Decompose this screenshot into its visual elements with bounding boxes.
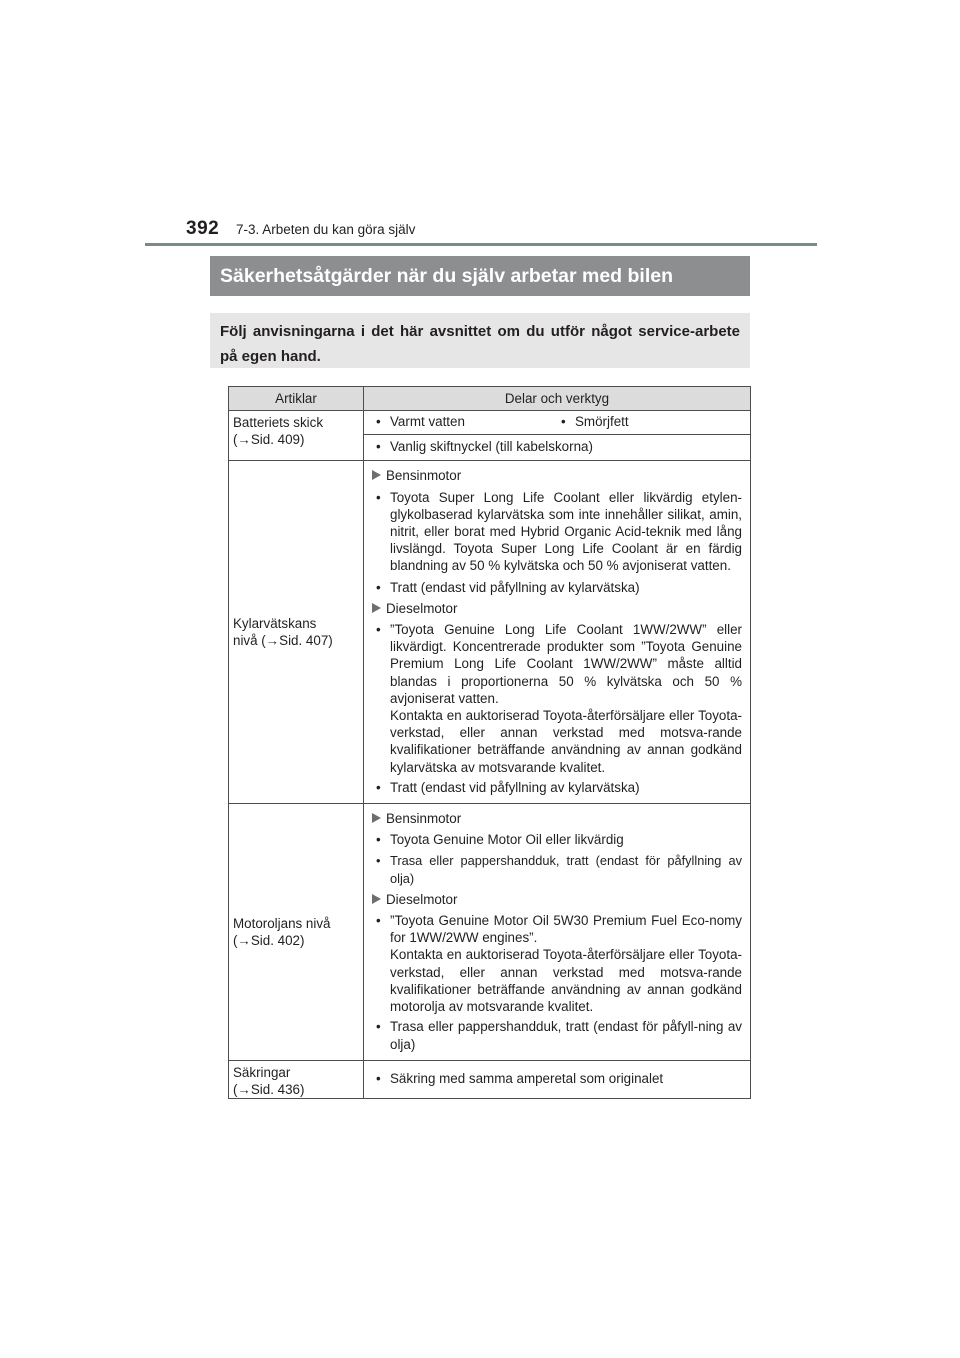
list-item-text: Kontakta en auktoriserad Toyota-återförsäljare eller Toyota-verkstad, eller annan verkstad med motsva-rande kvalifikationer beträffande användning av annan godkänd kylarvätska av motsvarande kvalitet.	[390, 708, 742, 775]
triangle-marker-icon	[372, 894, 381, 904]
cell-divider	[364, 434, 750, 435]
intro-box	[210, 313, 750, 368]
engine-petrol	[372, 810, 742, 827]
table-header-row	[229, 387, 751, 411]
intro-text: Följ anvisningarna i det här avsnittet om du utför något service-arbete på egen hand.	[220, 323, 740, 365]
list-item: • Toyota Super Long Life Coolant eller likvärdig etylen-glykolbaserad kylarvätska som inte innehåller silikat, amin, nitrit, eller borat med Hybrid Organic Acid-teknik med lång livslängd. Toyota Super Long Life Coolant är en färdig blandning av 50 % kylvätska och 50 % avjoniserat vatten.	[372, 489, 742, 575]
table-row-oil	[229, 804, 751, 1061]
item-battery-name: Batteriets skick	[233, 415, 324, 430]
item-coolant-ref: nivå (→Sid. 407)	[233, 633, 333, 649]
item-oil-ref: (→Sid. 402)	[233, 932, 305, 948]
table-row-battery	[229, 411, 751, 461]
column-header-items: Artiklar	[229, 387, 364, 411]
parts-table	[228, 386, 751, 1099]
engine-petrol	[372, 467, 742, 484]
triangle-marker-icon	[372, 813, 381, 823]
item-fuses-name: Säkringar	[233, 1064, 291, 1080]
list-item: • Vanlig skiftnyckel (till kabelskorna)	[372, 438, 742, 455]
item-oil-name: Motoroljans nivå	[233, 915, 331, 931]
table-row-coolant	[229, 461, 751, 804]
engine-label: Bensinmotor	[386, 468, 462, 484]
engine-label: Dieselmotor	[386, 891, 458, 907]
list-item: • Smörjfett	[557, 413, 742, 430]
section-title: Säkerhetsåtgärder när du själv arbetar med bilen	[210, 256, 750, 296]
list-item-text: Kontakta en auktoriserad Toyota-återförsäljare eller Toyota-verkstad, eller annan verkstad med motsva-rande kvalifikationer beträffande användning av annan godkänd motorolja av motsvarande kvalitet.	[390, 947, 742, 1015]
triangle-marker-icon	[372, 470, 381, 480]
section-reference: 7-3. Arbeten du kan göra själv	[236, 222, 416, 237]
list-item: • Trasa eller pappershandduk, tratt (endast för påfyllning av olja)	[372, 852, 742, 886]
item-coolant	[229, 461, 364, 804]
page-number: 392	[186, 218, 220, 239]
item-coolant-name: Kylarvätskans	[233, 616, 317, 632]
list-item	[372, 621, 742, 776]
list-item: • Tratt (endast vid påfyllning av kylarvätska)	[372, 779, 742, 796]
table-row-fuses	[229, 1060, 751, 1098]
item-battery	[229, 411, 364, 461]
list-item: • Toyota Genuine Motor Oil eller likvärdig	[372, 831, 742, 848]
item-oil	[229, 804, 364, 1061]
header-rule	[145, 243, 817, 246]
list-item: • Varmt vatten	[372, 413, 557, 430]
list-item: • Trasa eller pappershandduk, tratt (endast för påfyll-ning av olja)	[372, 1018, 742, 1052]
tools-battery	[364, 411, 751, 461]
list-item-text: • ”Toyota Genuine Long Life Coolant 1WW/2WW” eller likvärdigt. Koncentrerade produkter som ”Toyota Genuine Premium Long Life Coolant 1WW/2WW” måste alltid blandas i proportionerna 50 % kylvätska och 50 % avjoniserat vatten.	[390, 622, 742, 706]
tools-oil	[364, 804, 751, 1061]
tools-coolant	[364, 461, 751, 804]
tools-fuses	[364, 1060, 751, 1098]
engine-label: Dieselmotor	[386, 600, 458, 616]
triangle-marker-icon	[372, 603, 381, 613]
engine-label: Bensinmotor	[386, 811, 462, 827]
item-fuses-ref: (→Sid. 436)	[233, 1081, 305, 1097]
list-item	[372, 912, 742, 1015]
list-item-text: • ”Toyota Genuine Motor Oil 5W30 Premium Fuel Eco-nomy for 1WW/2WW engines”.	[390, 913, 742, 946]
item-fuses	[229, 1060, 364, 1098]
list-item: • Tratt (endast vid påfyllning av kylarvätska)	[372, 579, 742, 596]
list-item: • Säkring med samma amperetal som originalet	[372, 1070, 742, 1087]
engine-diesel	[372, 891, 742, 908]
item-battery-ref: (→Sid. 409)	[233, 432, 305, 448]
column-header-tools: Delar och verktyg	[364, 387, 751, 411]
engine-diesel	[372, 600, 742, 617]
